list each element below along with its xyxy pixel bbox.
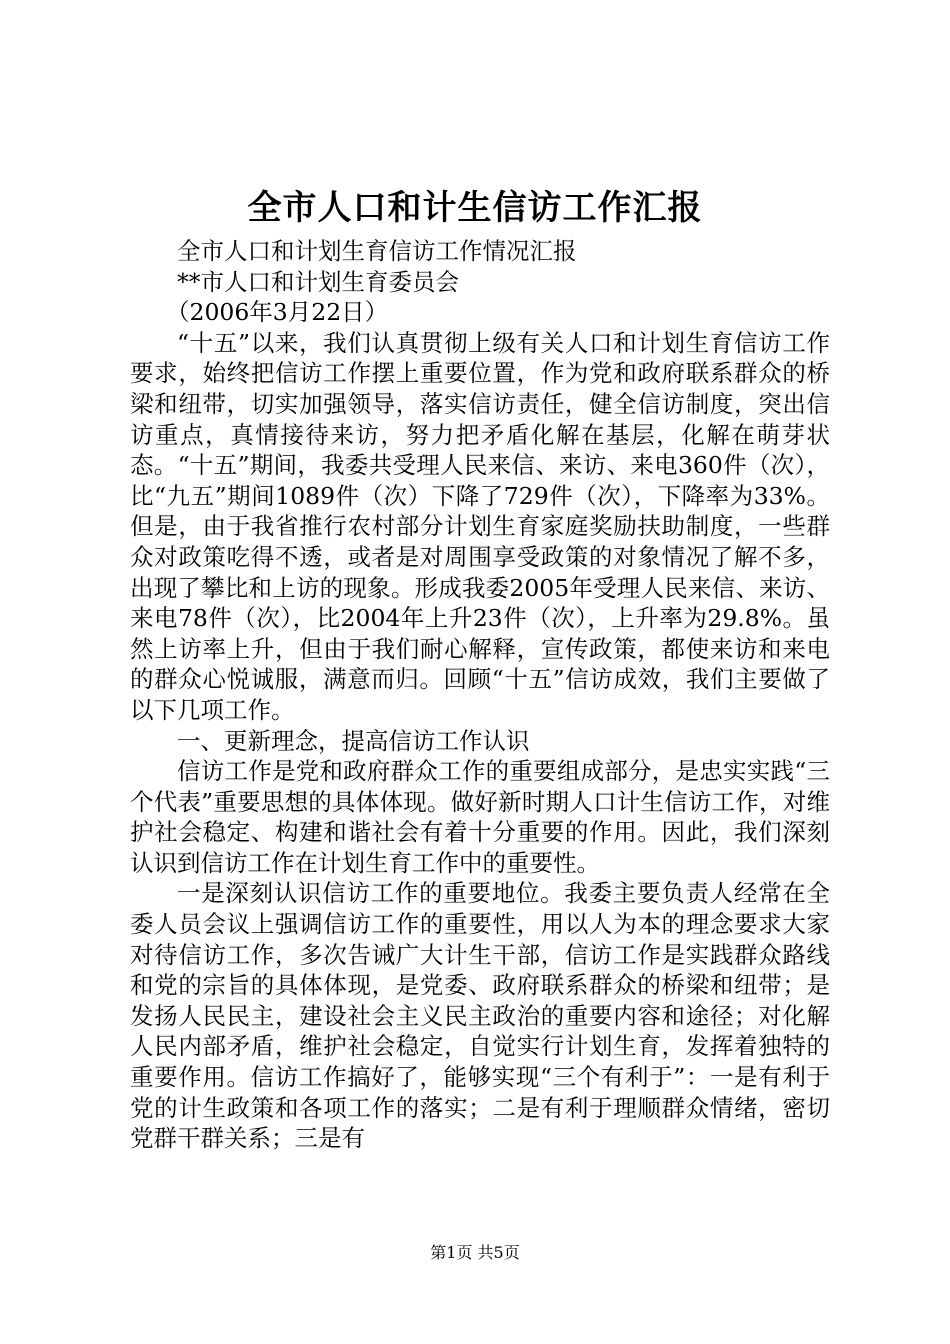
body-paragraph: “十五”以来，我们认真贯彻上级有关人口和计划生育信访工作要求，始终把信访工作摆上重要位置，作为党和政府联系群众的桥梁和纽带，切实加强领导，落实信访责任，健全信访制度，突出信访重点，真情接待来访，努力把矛盾化解在基层，化解在萌芽状态。“十五”期间，我委共受理人民来信、来访、来电360件（次），比“九五”期间1089件（次）下降了729件（次），下降率为33%。但是，由于我省推行农村部分计划生育家庭奖励扶助制度，一些群众对政策吃得不透，或者是对周围享受政策的对象情况了解不多，出现了攀比和上访的现象。形成我委2005年受理人民来信、来访、来电78件（次），比2004年上升23件（次），上升率为29.8%。虽然上访率上升，但由于我们耐心解释，宣传政策，都使来访和来电的群众心悦诚服，满意而归。回顾“十五”信访成效，我们主要做了以下几项工作。 [130,328,830,724]
report-subtitle: 全市人口和计划生育信访工作情况汇报 [177,237,577,265]
body-paragraph: 一是深刻认识信访工作的重要地位。我委主要负责人经常在全委人员会议上强调信访工作的重要性，用以人为本的理念要求大家对待信访工作，多次告诫广大计生干部，信访工作是实践群众路线和党的宗旨的具体体现，是党委、政府联系群众的桥梁和纽带；是发扬人民民主，建设社会主义民主政治的重要内容和途径；对化解人民内部矛盾，维护社会稳定，自觉实行计划生育，发挥着独特的重要作用。信访工作搞好了，能够实现“三个有利于”：一是有利于党的计生政策和各项工作的落实；二是有利于理顺群众情绪，密切党群干群关系；三是有 [130,879,830,1153]
section-heading: 一、更新理念，提高信访工作认识 [177,726,530,755]
page-footer: 第1页 共5页 [430,1243,520,1262]
body-paragraph: 信访工作是党和政府群众工作的重要组成部分，是忠实实践“三个代表”重要思想的具体体现。做好新时期人口计生信访工作，对维护社会稳定、构建和谐社会有着十分重要的作用。因此，我们深刻认识到信访工作在计划生育工作中的重要性。 [130,757,830,877]
document-body [130,236,830,1154]
document-title: 全市人口和计生信访工作汇报 [247,188,703,228]
report-organization: **市人口和计划生育委员会 [177,267,459,296]
report-date: （2006年3月22日） [166,298,389,327]
